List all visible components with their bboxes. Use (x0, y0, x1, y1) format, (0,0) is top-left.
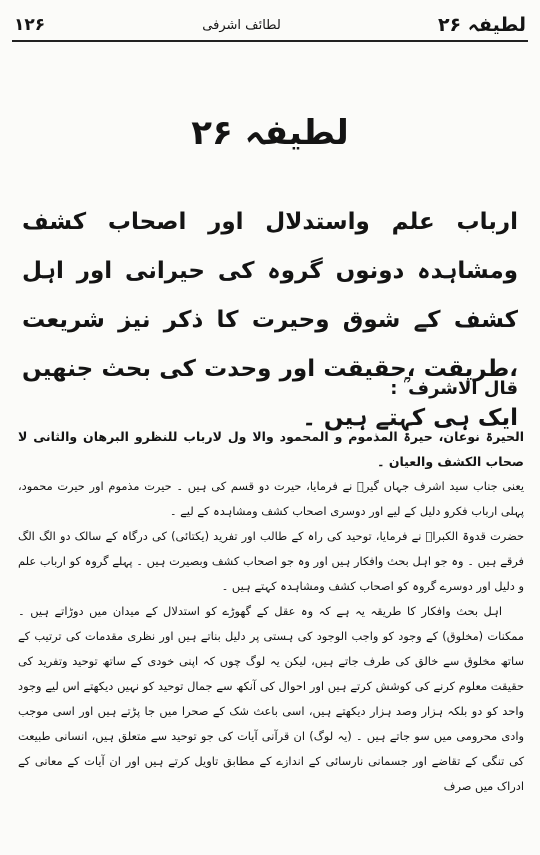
page-header (14, 10, 526, 40)
paragraph: یعنی جناب سید اشرف جہاں گیرؒ نے فرمایا، حیرت دو قسم کی ہیں ۔ حیرت مذموم اور حیرت محمود، پہلی ارباب فکرو دلیل کے لیے اور دوسری اصحاب کشف ومشاہدہ کے لیے ۔ (18, 479, 524, 518)
arabic-quote: الحیرۃ نوعان، حیرۃ المذموم و المحمود والا ول لارباب للنظرو البرھان والثانی لا صحاب الکشف والعیان ۔ (18, 429, 524, 469)
paragraph: اہل بحث وافکار کا طریقہ یہ ہے کہ وہ عقل کے گھوڑے کو استدلال کے میدان میں دوڑاتے ہیں ۔ ممکنات (مخلوق) کے وجود کو واجب الوجود کی ہستی پر دلیل بناتے ہیں اور نظری مقدمات کی ترتیب کے ساتھ مخلوق سے خالق کی طرف جاتے ہیں، لیکن یہ لوگ چوں کہ اپنی خودی کے ساتھ توحید وتفرید کی حقیقت معلوم کرنے کی کوشش کرتے ہیں اور احوال کی آنکھ سے جمال توحید کو نہیں دیکھتے اس لیے وجود واحد کو دو بلکہ ہزار وصد ہزار دیکھتے ہیں، اسی باعث شک کے صحرا میں جا پڑتے ہیں اور اسی موجب وادی محرومی میں سو جاتے ہیں ۔ (یہ لوگ) ان قرآنی آیات کی جو توحید سے متعلق ہیں، انسانی طبیعت کی تنگی کے تقاضے اور جسمانی نارسائی کے اندازے کے مطابق تاویل کرتے ہیں اور ان آیات کے معانی کے ادراک میں صرف (18, 604, 524, 793)
header-chapter-label: لطیفہ ۲۶ (437, 14, 526, 36)
body-text (18, 424, 524, 799)
chapter-summary: ارباب علم واستدلال اور اصحاب کشف ومشاہدہ دونوں گروہ کی حیرانی اور اہل کشف کے شوق وحیرت کا ذکر نیز شریعت ،طریقت ،حقیقت اور وحدت کی بحث جنھیں ایک ہی کہتے ہیں ۔ (22, 209, 518, 431)
page-number: ۱۲۶ (14, 15, 46, 35)
header-rule (12, 40, 528, 42)
book-title: لطائف اشرفی (202, 17, 281, 33)
quote-label: قال الاشرف ؒ : (390, 378, 518, 399)
chapter-title: لطیفہ ۲۶ (191, 113, 349, 153)
paragraph: حضرت قدوۃ الکبراؒ نے فرمایا، توحید کی راہ کے طالب اور تفرید (یکتائی) کی درگاہ کے سالک دو الگ الگ فرقے ہیں ۔ وہ جو اہل بحث وافکار ہیں اور وہ جو اصحاب کشف وبصیرت ہیں ۔ پہلے گروہ کو ارباب علم و دلیل اور دوسرے گروہ کو اصحاب کشف ومشاہدہ کہتے ہیں ۔ (18, 529, 524, 593)
